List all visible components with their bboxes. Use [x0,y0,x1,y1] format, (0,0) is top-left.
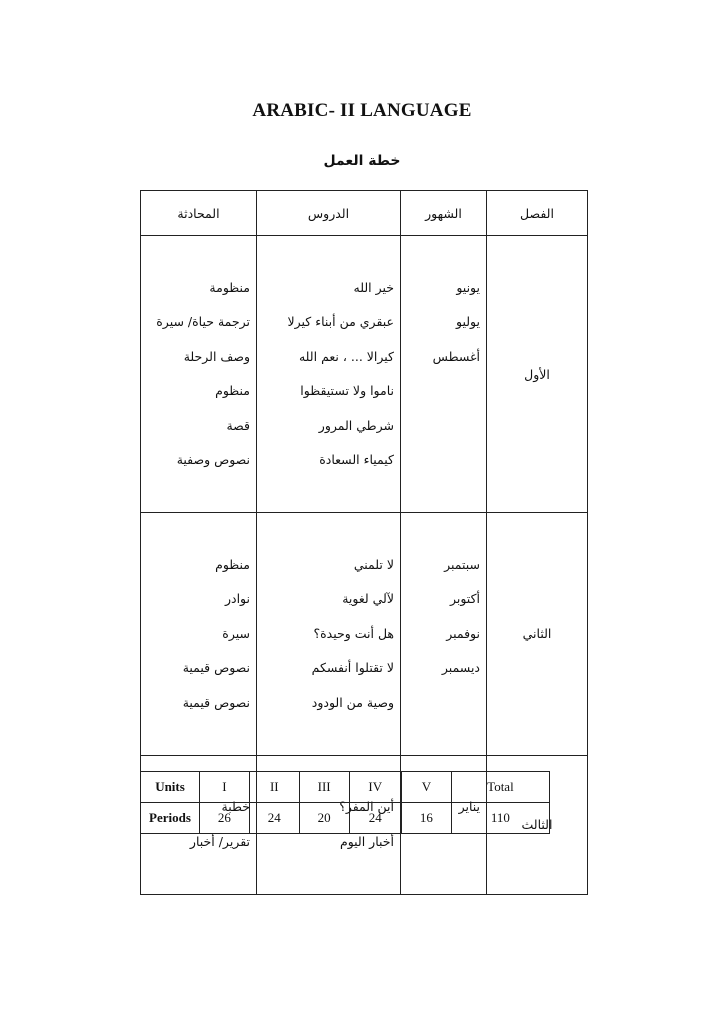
conversation-item: سيرة [222,625,250,641]
period-value: 20 [299,803,349,834]
lesson-item: هل أنت وحيدة؟ [313,625,394,641]
lesson-item: أين المفر؟ [339,799,394,814]
period-value: 24 [349,803,401,834]
lesson-item: لا تلمني [353,556,394,572]
document-title: ARABIC- II LANGUAGE [252,100,472,121]
period-value: 16 [402,803,452,834]
lesson-item: أخبار اليوم [339,833,394,849]
unit-header: III [299,772,349,803]
conversation-item: نوادر [224,591,250,606]
semester-months [401,236,487,513]
conversation-item: منظوم [215,556,250,572]
periods-table [140,771,550,834]
conversation-item: نصوص وصفية [176,452,250,467]
period-value: 26 [200,803,250,834]
semester-lessons [257,236,401,513]
semester-name: الأول [487,236,588,513]
lesson-item: عبقري من أبناء كيرلا [287,314,394,329]
month-item: أغسطس [432,348,480,364]
unit-header: IV [349,772,401,803]
total-header: Total [451,772,549,803]
plan-header-row [141,191,588,236]
semester-conversation [141,236,257,513]
period-value: 24 [249,803,299,834]
unit-header: V [402,772,452,803]
semester-name: الثالث [487,755,588,894]
header-months: الشهور [401,191,487,236]
month-item: يناير [458,799,480,814]
lesson-item: لآلي لغوية [342,591,394,606]
semester-months [401,513,487,756]
conversation-item: نصوص قيمية [182,660,250,675]
header-conversation: المحادثة [141,191,257,236]
conversation-item: نصوص قيمية [182,694,250,710]
units-row [141,772,550,803]
total-value: 110 [451,803,549,834]
header-lessons: الدروس [257,191,401,236]
plan-heading: خطة العمل [323,153,401,169]
month-item: ديسمبر [441,660,480,675]
semester-conversation [141,513,257,756]
month-item: نوفمبر [446,625,480,641]
lesson-item: كيمياء السعادة [319,452,394,467]
lesson-item: ناموا ولا تستيقظوا [300,383,394,398]
unit-header: I [200,772,250,803]
header-semester: الفصل [487,191,588,236]
semester-row-first [141,236,588,513]
units-label: Units [141,772,200,803]
conversation-item: قصة [226,417,250,433]
lesson-item: شرطي المرور [318,417,394,433]
conversation-item: خطبة [221,799,250,814]
periods-row [141,803,550,834]
conversation-item: وصف الرحلة [183,348,250,364]
month-item: سبتمبر [444,556,480,572]
conversation-item: تقرير/ أخبار [189,833,250,849]
semester-name: الثاني [487,513,588,756]
lesson-item: خير الله [353,279,394,295]
unit-header: II [249,772,299,803]
lesson-item: لا تقتلوا أنفسكم [311,660,394,675]
conversation-item: منظومة [209,279,250,295]
conversation-item: منظوم [215,383,250,398]
lesson-item: كيرالا ... ، نعم الله [298,348,394,364]
semester-lessons [257,513,401,756]
month-item: يونيو [456,279,480,295]
conversation-item: ترجمة حياة/ سيرة [156,314,250,329]
semester-row-second [141,513,588,756]
lesson-item: وصية من الودود [311,694,394,710]
month-item: أكتوبر [449,591,480,606]
periods-label: Periods [141,803,200,834]
month-item: يوليو [456,314,480,329]
